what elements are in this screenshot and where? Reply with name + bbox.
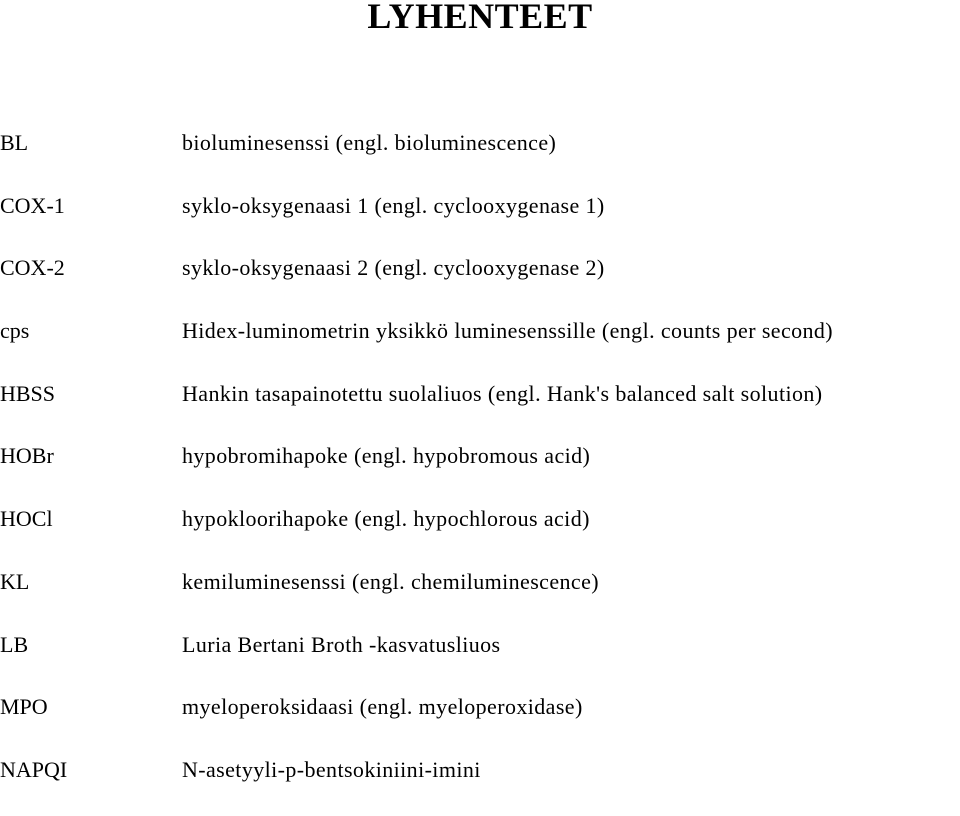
abbreviation-row-mpo <box>0 690 960 753</box>
abbreviation-row-lb <box>0 628 960 691</box>
abbreviation: BL <box>0 130 29 155</box>
abbreviation-row-hocl <box>0 502 960 565</box>
abbreviation-list <box>0 126 960 816</box>
abbreviation: HOCl <box>0 506 53 532</box>
abbreviation: cps <box>0 318 30 344</box>
abbreviation: NAPQI <box>0 756 68 782</box>
abbreviation-row-hobr <box>0 439 960 502</box>
abbreviation-row-bl <box>0 126 960 189</box>
abbreviation: COX-1 <box>0 192 65 218</box>
definition: hypokloorihapoke (engl. hypochlorous acid) <box>182 506 590 532</box>
page-title: LYHENTEET <box>367 0 593 36</box>
definition: Hidex-luminometrin yksikkö luminesenssille (engl. counts per second) <box>182 318 834 344</box>
definition: kemiluminesenssi (engl. chemiluminescence) <box>182 568 599 594</box>
abbreviation-row-cox-2 <box>0 251 960 314</box>
definition: bioluminesenssi (engl. bioluminescence) <box>182 130 557 155</box>
abbreviation: HBSS <box>0 380 56 406</box>
definition: Hankin tasapainotettu suolaliuos (engl. Hank's balanced salt solution) <box>182 380 823 406</box>
definition: myeloperoksidaasi (engl. myeloperoxidase) <box>182 694 583 720</box>
abbreviation-row-cps <box>0 314 960 377</box>
abbreviation-row-cox-1 <box>0 189 960 252</box>
definition: hypobromihapoke (engl. hypobromous acid) <box>182 443 591 469</box>
abbreviation: MPO <box>0 694 48 720</box>
definition: syklo-oksygenaasi 1 (engl. cyclooxygenase 1) <box>182 192 605 218</box>
abbreviation-row-kl <box>0 565 960 628</box>
abbreviation: KL <box>0 568 30 594</box>
definition: syklo-oksygenaasi 2 (engl. cyclooxygenase 2) <box>182 255 605 281</box>
abbreviation-row-hbss <box>0 377 960 440</box>
definition: Luria Bertani Broth -kasvatusliuos <box>182 631 501 657</box>
definition: N-asetyyli-p-bentsokiniini-imini <box>182 756 481 782</box>
abbreviation-row-napqi <box>0 753 960 816</box>
abbreviation: LB <box>0 631 29 657</box>
abbreviation: HOBr <box>0 443 54 469</box>
abbreviation: COX-2 <box>0 255 65 281</box>
